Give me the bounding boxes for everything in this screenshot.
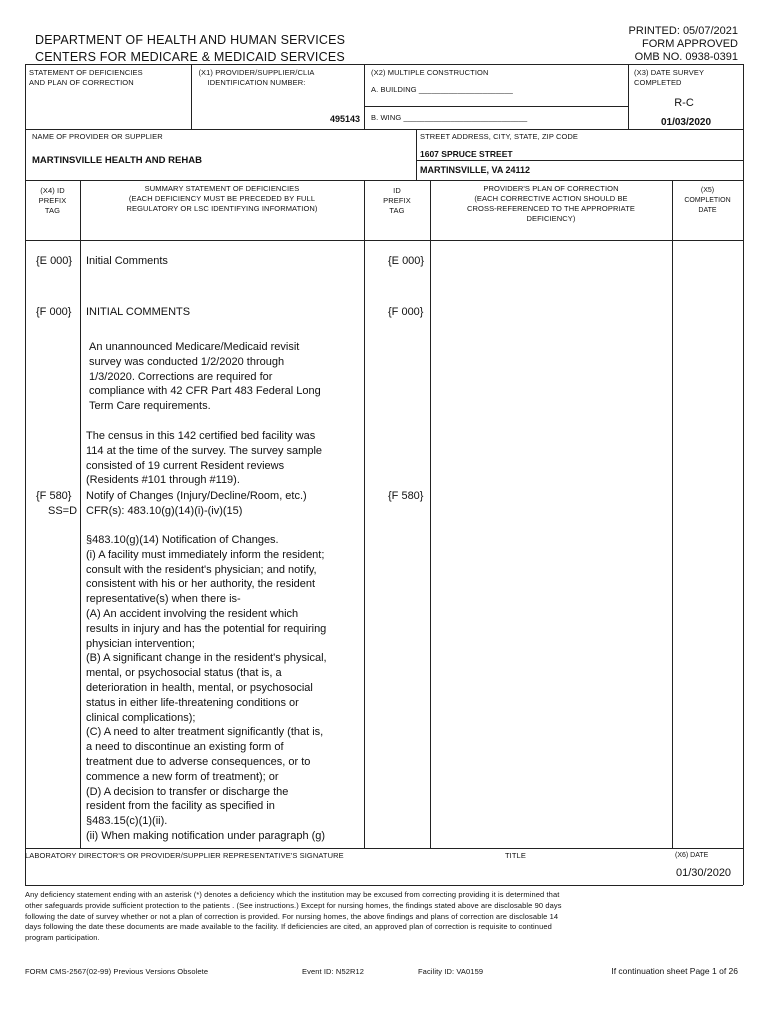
event-id: Event ID: N52R12 bbox=[302, 967, 365, 976]
frame-line-provider bbox=[25, 129, 743, 130]
x3-code: R-C bbox=[674, 97, 694, 109]
address-label: STREET ADDRESS, CITY, STATE, ZIP CODE bbox=[420, 132, 579, 141]
signature-label: LABORATORY DIRECTOR'S OR PROVIDER/SUPPLIER REPRESENTATIVE'S SIGNATURE bbox=[25, 851, 344, 860]
divider-x3 bbox=[628, 64, 629, 129]
divider-x2 bbox=[364, 64, 365, 129]
f000-prefix-tag: {F 000} bbox=[36, 306, 72, 318]
frame-line-colheads bbox=[25, 180, 743, 181]
f000-text: INITIAL COMMENTS bbox=[86, 306, 191, 318]
signature-date: 01/30/2020 bbox=[676, 867, 732, 879]
f580-title: Notify of Changes (Injury/Decline/Room, etc.) bbox=[86, 490, 307, 502]
agency-line-1: DEPARTMENT OF HEALTH AND HUMAN SERVICES bbox=[35, 33, 346, 47]
printed-date: PRINTED: 05/07/2021 bbox=[628, 25, 738, 37]
disclaimer-text: Any deficiency statement ending with an asterisk (*) denotes a deficiency which the institution may be excused from correcting providing it is determined that other safeguards provide sufficient protection to the patients . (See instructions.) Except for nursing homes, the findings stated above are disclosable 90 days following the date of survey whether or not a plan of correction is provided. For nursing homes, the above findings and plans of correction are disclosable 14 days following the date these documents are made available to the facility. If deficiencies are cited, an approved plan of correction is requisite to continued program participation. bbox=[25, 890, 562, 943]
intro-paragraph: An unannounced Medicare/Medicaid revisit survey was conducted 1/2/2020 through 1/3/2020. Corrections are required for compliance with 42 CFR Part 483 Federal Long Term Care requirements. bbox=[89, 341, 321, 413]
f580-regulation-text: §483.10(g)(14) Notification of Changes. (i) A facility must immediately inform the resident; consult with the resident's physician; and notify, consistent with his or her authority, the resident representative(s) when there is- (A) An accident involving the resident which results in injury and has the potential for requiring physician intervention; (B) A significant change in the resident's physical, mental, or psychosocial status (that is, a deterioration in health, mental, or psychosocial status in either life-threatening conditions or clinical complications); (C) A need to alter treatment significantly (that is, a need to discontinue an existing form of treatment due to adverse consequences, or to commence a new form of treatment); or (D) A decision to transfer or discharge the resident from the facility as specified in §483.15(c)(1)(ii). (ii) When making notification under paragraph (g) bbox=[86, 534, 327, 842]
title-label: TITLE bbox=[505, 851, 526, 860]
divider-x1 bbox=[191, 64, 192, 129]
col-divider-3 bbox=[430, 180, 431, 848]
x6-date-label: (X6) DATE bbox=[675, 852, 709, 859]
frame-line-body bbox=[25, 240, 743, 241]
divider-street-city bbox=[416, 160, 743, 161]
col-divider-1 bbox=[80, 180, 81, 848]
street-address: 1607 SPRUCE STREET bbox=[420, 149, 513, 159]
e000-text: Initial Comments bbox=[86, 255, 168, 267]
id-header: ID PREFIX TAG bbox=[383, 186, 411, 215]
e000-prefix-tag: {E 000} bbox=[36, 255, 73, 267]
omb-number: OMB NO. 0938-0391 bbox=[634, 51, 738, 63]
summary-header: SUMMARY STATEMENT OF DEFICIENCIES (EACH DEFICIENCY MUST BE PRECEDED BY FULL REGULATORY OR LSC IDENTIFYING INFORMATION) bbox=[126, 184, 318, 213]
col-divider-4 bbox=[672, 180, 673, 848]
x2-building: A. BUILDING ______________________ bbox=[371, 85, 513, 94]
statement-label: STATEMENT OF DEFICIENCIES AND PLAN OF CORRECTION bbox=[29, 68, 143, 87]
f580-cfr: CFR(s): 483.10(g)(14)(i)-(iv)(15) bbox=[86, 505, 243, 517]
form-approved: FORM APPROVED bbox=[642, 38, 738, 50]
x5-header: (X5) COMPLETION DATE bbox=[684, 187, 731, 214]
f580-id-tag: {F 580} bbox=[388, 490, 424, 502]
frame-right-line bbox=[743, 64, 744, 885]
f000-id-tag: {F 000} bbox=[388, 306, 424, 318]
x2-label: (X2) MULTIPLE CONSTRUCTION bbox=[371, 68, 489, 77]
form-number: FORM CMS-2567(02-99) Previous Versions Obsolete bbox=[25, 967, 209, 976]
e000-id-tag: {E 000} bbox=[388, 255, 425, 267]
provider-name-label: NAME OF PROVIDER OR SUPPLIER bbox=[32, 132, 163, 141]
f580-scope-severity: SS=D bbox=[48, 505, 78, 517]
f580-prefix-tag: {F 580} bbox=[36, 490, 72, 502]
city-state-zip: MARTINSVILLE, VA 24112 bbox=[420, 165, 531, 175]
x3-label: (X3) DATE SURVEY COMPLETED bbox=[634, 68, 705, 87]
plan-header: PROVIDER'S PLAN OF CORRECTION (EACH CORRECTIVE ACTION SHOULD BE CROSS-REFERENCED TO THE APPROPRIATE DEFICIENCY) bbox=[467, 184, 635, 223]
divider-address bbox=[416, 129, 417, 180]
frame-bottom-line bbox=[25, 885, 743, 886]
col-divider-2 bbox=[364, 180, 365, 848]
divider-building-wing bbox=[364, 106, 628, 107]
frame-top-line bbox=[25, 64, 743, 65]
x2-wing: B. WING _____________________________ bbox=[371, 113, 528, 122]
x4-header: (X4) ID PREFIX TAG bbox=[38, 186, 67, 215]
facility-id: Facility ID: VA0159 bbox=[418, 967, 484, 976]
provider-name: MARTINSVILLE HEALTH AND REHAB bbox=[32, 155, 202, 166]
provider-id-number: 495143 bbox=[329, 114, 360, 124]
x3-date: 01/03/2020 bbox=[660, 117, 712, 128]
page-indicator: If continuation sheet Page 1 of 26 bbox=[611, 966, 738, 976]
x1-label: (X1) PROVIDER/SUPPLIER/CLIA IDENTIFICATION NUMBER: bbox=[198, 68, 315, 87]
agency-line-2: CENTERS FOR MEDICARE & MEDICAID SERVICES bbox=[35, 50, 345, 64]
census-paragraph: The census in this 142 certified bed facility was 114 at the time of the survey. The survey sample consisted of 19 current Resident reviews (Residents #101 through #119). bbox=[86, 430, 323, 487]
frame-line-signature bbox=[25, 848, 743, 849]
